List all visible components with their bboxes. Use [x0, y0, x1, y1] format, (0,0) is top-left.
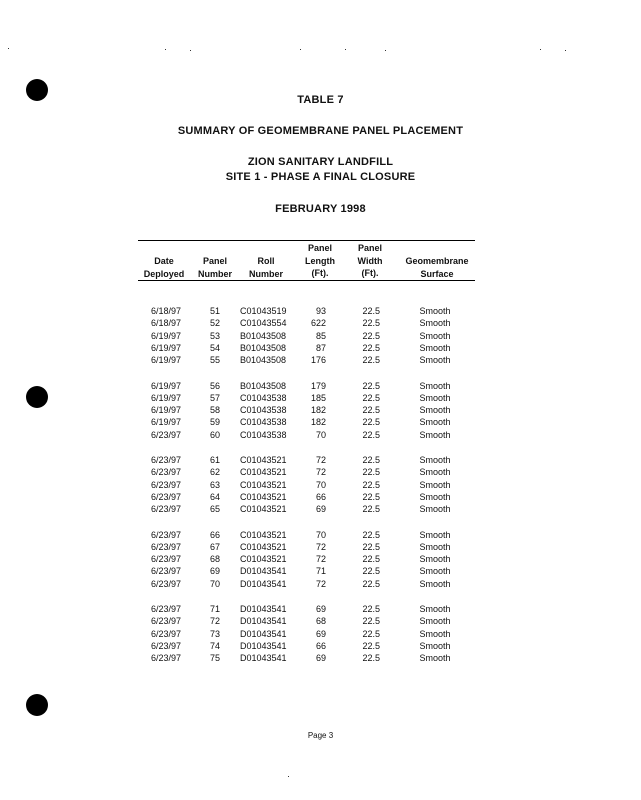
cell-roll-number: C01043521 — [240, 455, 287, 465]
scan-speck — [345, 49, 346, 50]
cell-panel-number: 60 — [209, 429, 220, 440]
cell-panel-number: 69 — [209, 566, 220, 577]
cell-panel-number: 55 — [209, 355, 220, 366]
cell-panel-length: 69 — [315, 653, 326, 664]
cell-roll-number: B01043508 — [240, 330, 287, 341]
cell-panel-width: 22.5 — [362, 355, 380, 366]
cell-panel-length: 68 — [315, 616, 326, 627]
cell-panel-number: 62 — [209, 467, 220, 478]
cell-panel-width: 22.5 — [362, 306, 380, 316]
cell-panel-number: 61 — [209, 455, 220, 465]
cell-panel-width: 22.5 — [362, 541, 380, 552]
cell-panel-number: 72 — [209, 616, 220, 627]
col-header-roll-line2: Number — [248, 268, 283, 279]
cell-date: 6/23/97 — [150, 640, 181, 651]
col-header-width-line3: (Ft). — [361, 268, 379, 278]
cell-surface: Smooth — [419, 355, 451, 366]
cell-date: 6/19/97 — [150, 355, 181, 366]
cell-panel-width: 22.5 — [362, 616, 380, 627]
col-header-roll-line1: Roll — [257, 256, 275, 266]
cell-panel-length: 179 — [310, 380, 326, 391]
cell-roll-number: C01043521 — [240, 541, 287, 552]
cell-panel-number: 57 — [209, 392, 220, 403]
cell-panel-length: 87 — [315, 342, 326, 353]
cell-date: 6/23/97 — [150, 566, 181, 577]
scan-speck — [288, 776, 289, 777]
cell-panel-length: 70 — [315, 429, 326, 440]
cell-roll-number: D01043541 — [240, 628, 287, 639]
cell-surface: Smooth — [419, 566, 451, 577]
col-header-width-line2: Width — [357, 255, 383, 266]
col-header-width — [348, 242, 392, 280]
cell-panel-number: 65 — [209, 504, 220, 515]
cell-panel-width: 22.5 — [362, 554, 380, 565]
cell-surface: Smooth — [419, 455, 451, 465]
cell-panel-width: 22.5 — [362, 342, 380, 353]
cell-panel-number: 56 — [209, 380, 220, 391]
cell-surface: Smooth — [419, 342, 451, 353]
cell-date: 6/23/97 — [150, 467, 181, 478]
cell-date: 6/19/97 — [150, 392, 181, 403]
cell-panel-number: 59 — [209, 417, 220, 428]
col-header-surface-line2: Surface — [420, 268, 454, 279]
cell-panel-width: 22.5 — [362, 578, 380, 589]
cell-panel-number: 67 — [209, 541, 220, 552]
cell-surface: Smooth — [419, 318, 451, 329]
cell-panel-length: 69 — [315, 604, 326, 614]
col-header-roll — [244, 255, 288, 280]
cell-panel-length: 66 — [315, 491, 326, 502]
cell-panel-width: 22.5 — [362, 318, 380, 329]
cell-date: 6/19/97 — [150, 342, 181, 353]
cell-roll-number: C01043521 — [240, 467, 287, 478]
cell-surface: Smooth — [419, 392, 451, 403]
cell-panel-length: 70 — [315, 529, 326, 540]
cell-date: 6/23/97 — [150, 491, 181, 502]
col-header-length-line3: (Ft). — [311, 268, 329, 278]
cell-panel-number: 68 — [209, 554, 220, 565]
cell-panel-width: 22.5 — [362, 491, 380, 502]
scan-speck — [565, 50, 566, 51]
cell-panel-number: 51 — [209, 306, 220, 316]
cell-roll-number: C01043521 — [240, 504, 287, 515]
cell-panel-width: 22.5 — [362, 566, 380, 577]
report-date: FEBRUARY 1998 — [275, 203, 366, 215]
cell-roll-number: D01043541 — [240, 640, 287, 651]
col-header-length-line2: Length — [305, 255, 335, 266]
cell-roll-number: C01043521 — [240, 479, 287, 490]
cell-date: 6/18/97 — [150, 318, 181, 329]
cell-panel-length: 85 — [315, 330, 326, 341]
table-subtitle: SUMMARY OF GEOMEMBRANE PANEL PLACEMENT — [177, 125, 464, 137]
cell-surface: Smooth — [419, 604, 451, 614]
col-header-length-line1: Panel — [307, 243, 332, 253]
cell-roll-number: C01043538 — [240, 405, 287, 416]
cell-panel-length: 182 — [310, 405, 326, 416]
cell-panel-length: 72 — [315, 578, 326, 589]
cell-surface: Smooth — [419, 554, 451, 565]
col-header-date — [138, 255, 190, 280]
cell-roll-number: C01043521 — [240, 554, 287, 565]
cell-roll-number: D01043541 — [240, 604, 287, 614]
cell-roll-number: B01043508 — [240, 342, 287, 353]
page-footer: Page 3 — [307, 731, 334, 740]
cell-roll-number: C01043538 — [240, 417, 287, 428]
cell-panel-width: 22.5 — [362, 330, 380, 341]
cell-panel-length: 72 — [315, 554, 326, 565]
cell-surface: Smooth — [419, 467, 451, 478]
cell-panel-length: 185 — [310, 392, 326, 403]
site-name: ZION SANITARY LANDFILL — [247, 156, 394, 168]
cell-panel-width: 22.5 — [362, 405, 380, 416]
cell-panel-number: 64 — [209, 491, 220, 502]
cell-panel-number: 63 — [209, 479, 220, 490]
scan-speck — [190, 50, 191, 51]
punch-hole-middle — [26, 386, 48, 408]
cell-panel-number: 66 — [209, 529, 220, 540]
cell-panel-width: 22.5 — [362, 479, 380, 490]
cell-surface: Smooth — [419, 504, 451, 515]
cell-date: 6/23/97 — [150, 504, 181, 515]
cell-roll-number: C01043554 — [240, 318, 287, 329]
cell-surface: Smooth — [419, 491, 451, 502]
cell-date: 6/23/97 — [150, 429, 181, 440]
cell-date: 6/23/97 — [150, 628, 181, 639]
cell-roll-number: D01043541 — [240, 566, 287, 577]
cell-surface: Smooth — [419, 628, 451, 639]
cell-date: 6/19/97 — [150, 417, 181, 428]
cell-surface: Smooth — [419, 529, 451, 540]
cell-panel-number: 54 — [209, 342, 220, 353]
cell-surface: Smooth — [419, 417, 451, 428]
cell-date: 6/23/97 — [150, 479, 181, 490]
cell-panel-length: 72 — [315, 467, 326, 478]
col-header-panel-line1: Panel — [202, 256, 227, 266]
cell-surface: Smooth — [419, 330, 451, 341]
cell-date: 6/23/97 — [150, 653, 181, 664]
cell-panel-length: 182 — [310, 417, 326, 428]
cell-roll-number: C01043521 — [240, 529, 287, 540]
cell-roll-number: B01043508 — [240, 380, 287, 391]
cell-panel-width: 22.5 — [362, 467, 380, 478]
cell-surface: Smooth — [419, 380, 451, 391]
cell-surface: Smooth — [419, 640, 451, 651]
cell-panel-length: 72 — [315, 455, 326, 465]
scan-speck — [165, 49, 166, 50]
cell-surface: Smooth — [419, 405, 451, 416]
cell-panel-width: 22.5 — [362, 604, 380, 614]
punch-hole-bottom — [26, 694, 48, 716]
cell-panel-width: 22.5 — [362, 504, 380, 515]
cell-surface: Smooth — [419, 616, 451, 627]
cell-date: 6/23/97 — [150, 578, 181, 589]
scan-speck — [8, 48, 9, 49]
col-header-panel — [193, 255, 237, 280]
cell-roll-number: C01043538 — [240, 429, 287, 440]
cell-panel-number: 74 — [209, 640, 220, 651]
cell-panel-number: 73 — [209, 628, 220, 639]
cell-panel-length: 72 — [315, 541, 326, 552]
cell-roll-number: D01043541 — [240, 578, 287, 589]
cell-panel-width: 22.5 — [362, 392, 380, 403]
scan-speck — [300, 49, 301, 50]
cell-surface: Smooth — [419, 653, 451, 664]
cell-panel-length: 176 — [310, 355, 326, 366]
cell-surface: Smooth — [419, 479, 451, 490]
cell-panel-length: 71 — [315, 566, 326, 577]
col-header-width-line1: Panel — [357, 243, 382, 253]
cell-panel-number: 52 — [209, 318, 220, 329]
cell-panel-width: 22.5 — [362, 417, 380, 428]
cell-surface: Smooth — [419, 541, 451, 552]
cell-date: 6/19/97 — [150, 330, 181, 341]
cell-roll-number: D01043541 — [240, 616, 287, 627]
cell-panel-number: 53 — [209, 330, 220, 341]
cell-date: 6/23/97 — [150, 541, 181, 552]
scan-speck — [540, 49, 541, 50]
cell-panel-length: 69 — [315, 628, 326, 639]
cell-panel-number: 71 — [209, 604, 220, 614]
cell-panel-number: 70 — [209, 578, 220, 589]
cell-panel-length: 93 — [315, 306, 326, 316]
cell-date: 6/18/97 — [150, 306, 181, 316]
cell-panel-width: 22.5 — [362, 640, 380, 651]
cell-date: 6/19/97 — [150, 380, 181, 391]
cell-date: 6/19/97 — [150, 405, 181, 416]
cell-roll-number: C01043521 — [240, 491, 287, 502]
table-header-rule — [138, 280, 475, 281]
cell-panel-width: 22.5 — [362, 529, 380, 540]
table-top-rule — [138, 240, 475, 241]
scan-speck — [385, 50, 386, 51]
col-header-date-line1: Date — [154, 256, 174, 266]
cell-date: 6/23/97 — [150, 455, 181, 465]
cell-panel-length: 66 — [315, 640, 326, 651]
cell-date: 6/23/97 — [150, 554, 181, 565]
cell-panel-length: 622 — [310, 318, 326, 329]
cell-roll-number: D01043541 — [240, 653, 287, 664]
col-header-panel-line2: Number — [197, 268, 232, 279]
col-header-date-line2: Deployed — [143, 268, 185, 279]
cell-panel-width: 22.5 — [362, 380, 380, 391]
cell-roll-number: B01043508 — [240, 355, 287, 366]
cell-surface: Smooth — [419, 578, 451, 589]
cell-panel-width: 22.5 — [362, 429, 380, 440]
cell-panel-number: 75 — [209, 653, 220, 664]
cell-panel-width: 22.5 — [362, 653, 380, 664]
cell-panel-width: 22.5 — [362, 455, 380, 465]
cell-roll-number: C01043538 — [240, 392, 287, 403]
cell-panel-length: 70 — [315, 479, 326, 490]
cell-panel-length: 69 — [315, 504, 326, 515]
cell-surface: Smooth — [419, 306, 451, 316]
site-detail: SITE 1 - PHASE A FINAL CLOSURE — [225, 171, 416, 183]
cell-date: 6/23/97 — [150, 529, 181, 540]
col-header-surface-line1: Geomembrane — [405, 256, 469, 266]
cell-roll-number: C01043519 — [240, 306, 287, 316]
cell-date: 6/23/97 — [150, 616, 181, 627]
cell-panel-width: 22.5 — [362, 628, 380, 639]
cell-date: 6/23/97 — [150, 604, 181, 614]
cell-panel-number: 58 — [209, 405, 220, 416]
col-header-length — [298, 242, 342, 280]
table-title: TABLE 7 — [297, 94, 344, 106]
cell-surface: Smooth — [419, 429, 451, 440]
col-header-surface — [395, 255, 479, 280]
